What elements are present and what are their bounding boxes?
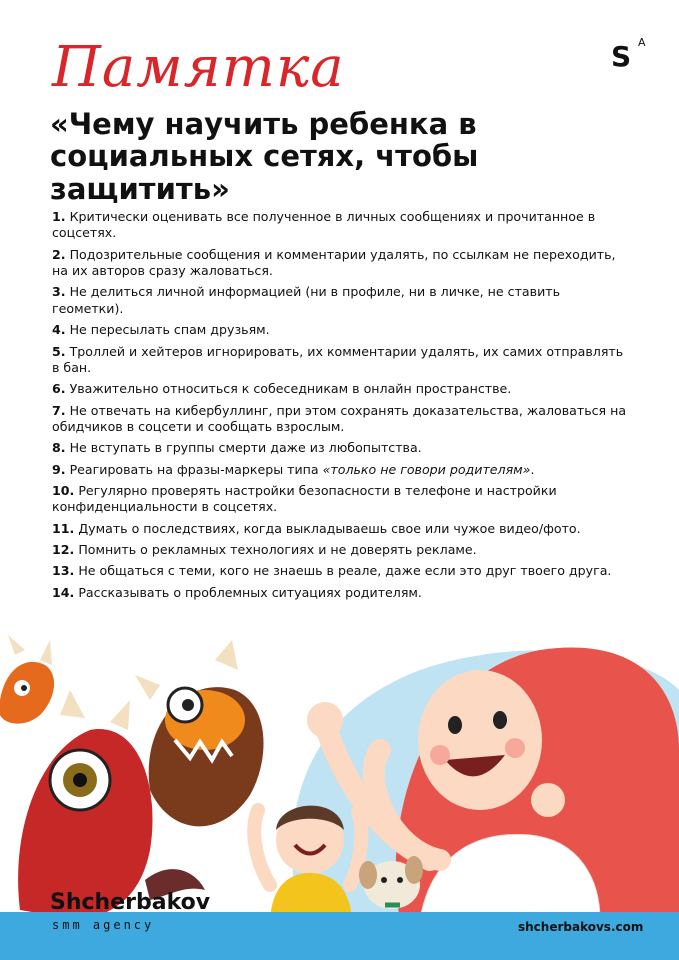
list-item bbox=[52, 521, 632, 537]
list-item bbox=[52, 483, 632, 516]
item-text: Реагировать на фразы-маркеры типа bbox=[69, 461, 323, 477]
item-text: Не общаться с теми, кого не знаешь в реале, даже если это друг твоего друга. bbox=[78, 563, 612, 579]
item-text: Подозрительные сообщения и комментарии удалять, по ссылкам не переходить, на их авторов сразу жаловаться. bbox=[52, 246, 616, 279]
item-text: Думать о последствиях, когда выкладываешь свое или чужое видео/фото. bbox=[78, 520, 581, 536]
item-text: Регулярно проверять настройки безопасности в телефоне и настройки конфиденциальности в соцсетях. bbox=[52, 483, 557, 515]
illustration bbox=[0, 630, 679, 920]
agency-logo: S bbox=[611, 40, 632, 73]
item-text: Помнить о рекламных технологиях и не доверять рекламе. bbox=[78, 542, 477, 558]
list-item bbox=[52, 563, 632, 579]
agency-logo-superscript: A bbox=[638, 36, 646, 49]
item-text-tail: . bbox=[530, 461, 535, 477]
item-number: 14. bbox=[52, 584, 75, 600]
item-number: 6. bbox=[52, 381, 66, 397]
item-emphasis: «только не говори родителям» bbox=[322, 461, 531, 477]
item-text: Не пересылать спам друзьям. bbox=[69, 322, 270, 338]
item-text: Не делиться личной информацией (ни в профиле, ни в личке, не ставить геометки). bbox=[52, 284, 561, 316]
list-item bbox=[52, 403, 632, 436]
item-number: 13. bbox=[52, 563, 75, 579]
list-item bbox=[52, 344, 632, 377]
list-item bbox=[52, 462, 632, 478]
item-number: 11. bbox=[52, 520, 75, 536]
item-number: 12. bbox=[52, 542, 75, 558]
list-item bbox=[52, 381, 632, 397]
page-title: Памятка bbox=[52, 35, 345, 100]
item-number: 10. bbox=[52, 483, 75, 499]
item-text: Не вступать в группы смерти даже из любопытства. bbox=[69, 440, 422, 456]
list-item bbox=[52, 284, 632, 317]
brand-tagline: smm agency bbox=[52, 918, 155, 932]
list-item bbox=[52, 247, 632, 280]
list-item bbox=[52, 209, 632, 242]
item-number: 8. bbox=[52, 440, 66, 456]
item-number: 7. bbox=[52, 402, 66, 418]
item-text: Уважительно относиться к собеседникам в онлайн пространстве. bbox=[69, 381, 512, 397]
item-number: 1. bbox=[52, 209, 66, 224]
tips-list bbox=[52, 209, 632, 606]
item-text: Троллей и хейтеров игнорировать, их комментарии удалять, их самих отправлять в бан. bbox=[52, 343, 624, 375]
woman-face bbox=[418, 670, 542, 810]
item-number: 4. bbox=[52, 322, 66, 338]
list-item bbox=[52, 585, 632, 601]
page-subtitle: «Чему научить ребенка в социальных сетях, чтобы защитить» bbox=[50, 107, 479, 206]
item-number: 5. bbox=[52, 343, 66, 359]
item-number: 9. bbox=[52, 461, 66, 477]
item-text: Не отвечать на кибербуллинг, при этом сохранять доказательства, жаловаться на обидчиков в соцсети и сообщать взрослым. bbox=[52, 402, 627, 434]
brand-name: Shcherbakov bbox=[50, 890, 211, 915]
item-text: Рассказывать о проблемных ситуациях родителям. bbox=[78, 584, 422, 600]
list-item bbox=[52, 440, 632, 456]
item-number: 3. bbox=[52, 284, 66, 300]
item-number: 2. bbox=[52, 246, 66, 262]
list-item bbox=[52, 322, 632, 338]
list-item bbox=[52, 542, 632, 558]
website-link[interactable]: shcherbakovs.com bbox=[518, 920, 644, 934]
item-text: Критически оценивать все полученное в личных сообщениях и прочитанное в соцсетях. bbox=[52, 209, 596, 241]
